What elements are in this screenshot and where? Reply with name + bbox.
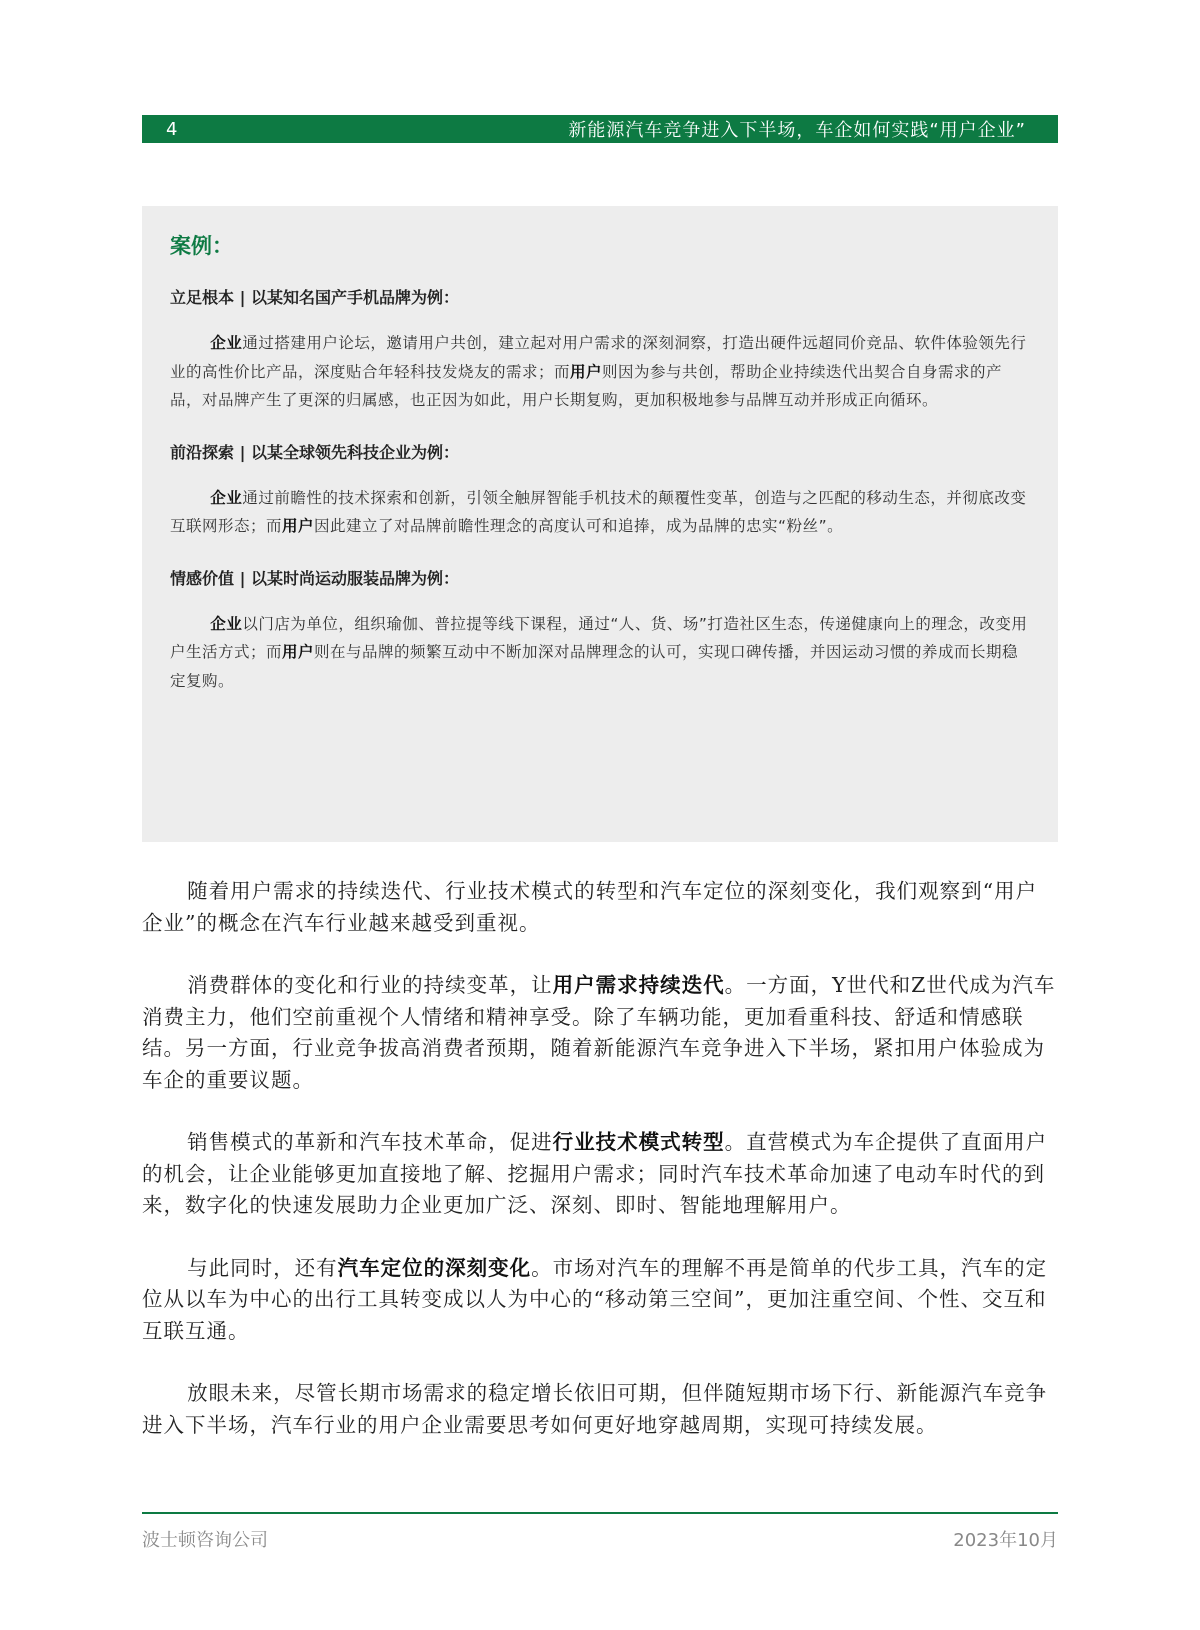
text-run: 。直营模式为车企提供了直面用户的机会，让企业能够更加直接地了解、挖掘用户需求；同时汽车技术革命加速了电动车时代的到来，数字化的快速发展助力企业更加广泛、深刻、即时、智能地理解用户。 [142, 1130, 1048, 1217]
text-run: 销售模式的革新和汽车技术革命，促进 [187, 1130, 553, 1154]
case-paragraph [170, 610, 1030, 696]
body-paragraph: 随着用户需求的持续迭代、行业技术模式的转型和汽车定位的深刻变化，我们观察到“用户企业”的概念在汽车行业越来越受到重视。 [142, 879, 1038, 935]
enterprise-text: 通过搭建用户论坛，邀请用户共创，建立起对用户需求的深刻洞察，打造出硬件远超同价竞品、软件体验领先行业的高性价比产品，深度贴合年轻科技发烧友的需求；而 [170, 334, 1027, 381]
user-text: 则因为参与共创，帮助企业持续迭代出契合自身需求的产品，对品牌产生了更深的归属感，也正因为如此，用户长期复购，更加积极地参与品牌互动并形成正向循环。 [170, 362, 1003, 409]
user-text: 则在与品牌的频繁互动中不断加深对品牌理念的认可，实现口碑传播，并因运动习惯的养成而长期稳定复购。 [170, 643, 1019, 690]
body-paragraph [142, 1253, 1058, 1348]
footer-divider [142, 1512, 1058, 1514]
enterprise-label: 企业 [210, 334, 243, 352]
case-paragraph [170, 329, 1030, 415]
case-heading: 情感价值 | 以某时尚运动服装品牌为例： [170, 568, 459, 588]
case-box [142, 206, 1058, 842]
bold-run: 汽车定位的深刻变化 [337, 1255, 532, 1280]
text-run: 。一方面，Y世代和Z世代成为汽车消费主力，他们空前重视个人情绪和精神享受。除了车辆功能，更加看重科技、舒适和情感联结。另一方面，行业竞争拔高消费者预期，随着新能源汽车竞争进入下半场，紧扣用户体验成为车企的重要议题。 [142, 973, 1056, 1092]
header-bar [142, 115, 1058, 143]
bold-run: 行业技术模式转型 [552, 1130, 725, 1154]
footer-date: 2023年10月 [953, 1530, 1058, 1551]
header-title: 新能源汽车竞争进入下半场，车企如何实践“用户企业” [568, 120, 1026, 141]
enterprise-label: 企业 [210, 488, 243, 507]
bold-run: 用户需求持续迭代 [552, 973, 725, 997]
page-number: 4 [166, 118, 178, 140]
body-paragraph [142, 970, 1058, 1096]
body-paragraph [142, 1127, 1058, 1222]
case-heading: 立足根本 | 以某知名国产手机品牌为例： [170, 288, 459, 307]
user-label: 用户 [570, 362, 603, 381]
user-label: 用户 [282, 643, 315, 661]
text-run: 。市场对汽车的理解不再是简单的代步工具，汽车的定位从以车为中心的出行工具转变成以人为中心的“移动第三空间”，更加注重空间、个性、交互和互联互通。 [142, 1255, 1048, 1343]
enterprise-text: 通过前瞻性的技术探索和创新，引领全触屏智能手机技术的颠覆性变革，创造与之匹配的移动生态，并彻底改变互联网形态；而 [170, 488, 1027, 535]
case-box-title: 案例： [170, 234, 233, 258]
case-paragraph [170, 484, 1030, 541]
enterprise-text: 以门店为单位，组织瑜伽、普拉提等线下课程，通过“人、货、场”打造社区生态，传递健康向上的理念，改变用户生活方式；而 [170, 614, 1028, 661]
enterprise-label: 企业 [210, 614, 243, 633]
user-text: 因此建立了对品牌前瞻性理念的高度认可和追捧，成为品牌的忠实“粉丝”。 [314, 517, 844, 535]
text-run: 消费群体的变化和行业的持续变革，让 [187, 973, 553, 997]
text-run: 与此同时，还有 [187, 1255, 338, 1280]
user-label: 用户 [282, 517, 315, 535]
case-heading: 前沿探索 | 以某全球领先科技企业为例： [170, 442, 459, 462]
footer-company: 波士顿咨询公司 [142, 1530, 268, 1551]
body-paragraph: 放眼未来，尽管长期市场需求的稳定增长依旧可期，但伴随短期市场下行、新能源汽车竞争进入下半场，汽车行业的用户企业需要思考如何更好地穿越周期，实现可持续发展。 [142, 1381, 1048, 1437]
body-text [142, 876, 1058, 1472]
